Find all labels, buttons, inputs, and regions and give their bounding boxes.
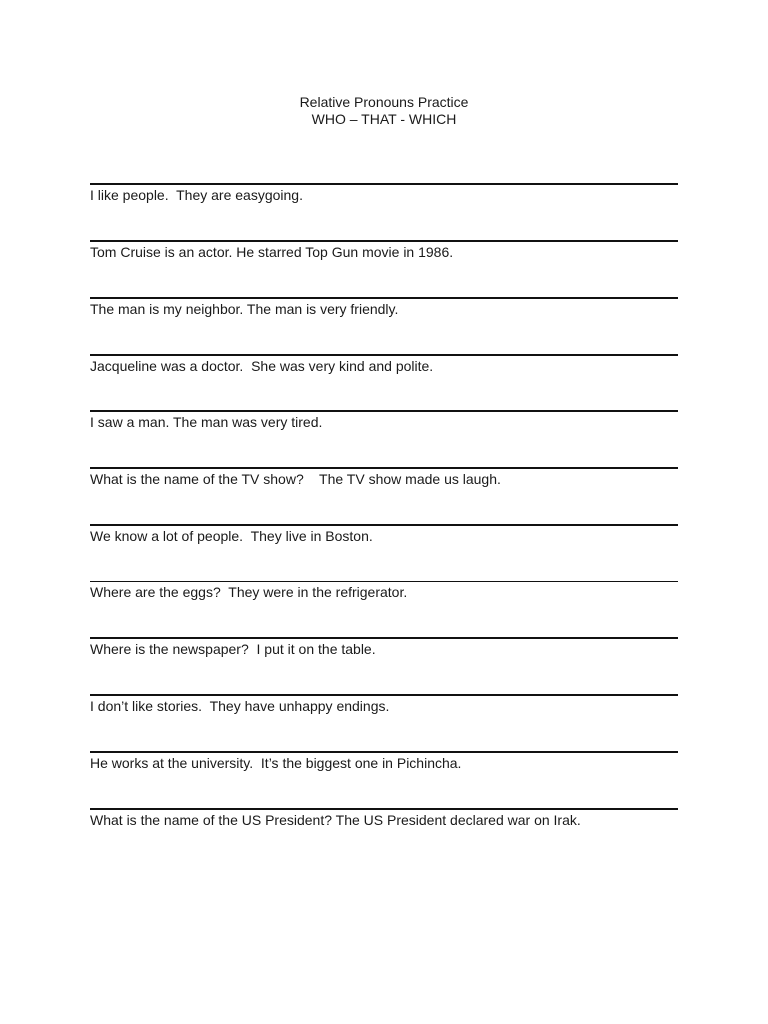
exercise-item (90, 467, 678, 488)
exercise-prompt: What is the name of the TV show? The TV show made us laugh. (90, 471, 501, 487)
exercise-item (90, 581, 678, 601)
exercise-item (90, 183, 678, 204)
answer-line (90, 694, 678, 696)
answer-line (90, 751, 678, 753)
answer-line (90, 354, 678, 356)
exercise-prompt: Where are the eggs? They were in the refrigerator. (90, 584, 408, 600)
exercise-prompt: The man is my neighbor. The man is very friendly. (90, 301, 399, 317)
exercise-item (90, 524, 678, 545)
exercise-prompt: We know a lot of people. They live in Boston. (90, 528, 373, 544)
worksheet-title: Relative Pronouns Practice (299, 94, 469, 110)
answer-line (90, 581, 678, 582)
answer-line (90, 524, 678, 526)
exercise-item (90, 694, 678, 715)
answer-line (90, 808, 678, 810)
answer-line (90, 637, 678, 639)
exercise-item (90, 410, 678, 431)
exercise-item (90, 297, 678, 318)
answer-line (90, 467, 678, 469)
exercise-prompt: He works at the university. It’s the biggest one in Pichincha. (90, 755, 462, 771)
answer-line (90, 410, 678, 412)
answer-line (90, 297, 678, 299)
exercise-item (90, 751, 678, 772)
exercise-item (90, 354, 678, 375)
exercise-prompt: Jacqueline was a doctor. She was very kind and polite. (90, 358, 434, 374)
exercise-item (90, 637, 678, 658)
worksheet-header (0, 94, 768, 128)
exercise-prompt: I saw a man. The man was very tired. (90, 414, 323, 430)
exercise-prompt: Tom Cruise is an actor. He starred Top Gun movie in 1986. (90, 244, 454, 260)
worksheet-subtitle: WHO – THAT - WHICH (311, 111, 457, 127)
exercise-prompt: I like people. They are easygoing. (90, 187, 303, 203)
exercise-prompt: I don’t like stories. They have unhappy endings. (90, 698, 390, 714)
exercise-prompt: What is the name of the US President? The US President declared war on Irak. (90, 812, 581, 828)
exercise-item (90, 240, 678, 261)
answer-line (90, 183, 678, 185)
exercise-item (90, 808, 678, 829)
answer-line (90, 240, 678, 242)
exercise-prompt: Where is the newspaper? I put it on the table. (90, 641, 376, 657)
